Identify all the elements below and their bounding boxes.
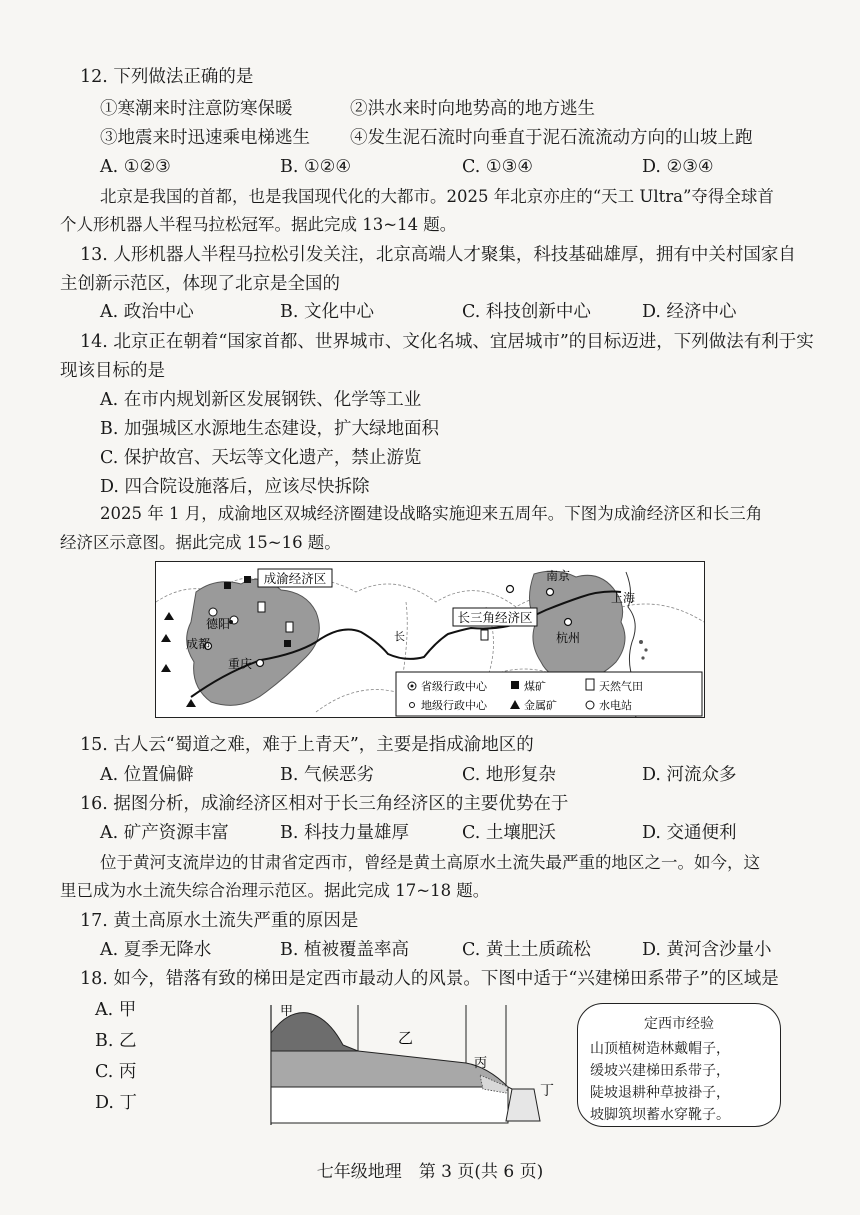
dingxi-experience-box	[577, 1003, 781, 1127]
q16-option-a: A. 矿产资源丰富	[100, 823, 229, 843]
q12-stem: 12. 下列做法正确的是	[80, 67, 254, 87]
intro17-line1: 位于黄河支流岸边的甘肃省定西市，曾经是黄土高原水土流失最严重的地区之一。如今，这	[100, 853, 760, 872]
q18-stem: 18. 如今，错落有致的梯田是定西市最动人的风景。下图中适于“兴建梯田系带子”的区域是	[80, 969, 779, 989]
loess-layer	[271, 1050, 508, 1087]
experience-line-4: 坡脚筑坝蓄水穿靴子。	[590, 1107, 730, 1123]
intro17-line2: 里已成为水土流失综合治理示范区。据此完成 17~18 题。	[60, 881, 490, 900]
experience-line-1: 山顶植树造林戴帽子，	[590, 1041, 730, 1057]
q18-option-c: C. 丙	[95, 1062, 137, 1082]
island	[641, 656, 644, 659]
chongqing-marker	[257, 660, 264, 667]
csj-region	[529, 571, 625, 678]
coal-mine-marker	[224, 582, 231, 589]
q15-option-d: D. 河流众多	[642, 765, 737, 785]
q17-option-d: D. 黄河含沙量小	[642, 940, 772, 960]
legend-gas-symbol	[586, 679, 594, 690]
legend-prefecture-label: 地级行政中心	[421, 699, 487, 712]
intro13-line2: 个人形机器人半程马拉松冠军。据此完成 13~14 题。	[60, 215, 457, 234]
q17-option-c: C. 黄土土质疏松	[462, 940, 591, 960]
q17-stem: 17. 黄土高原水土流失严重的原因是	[80, 911, 359, 931]
chengyu-label: 成渝经济区	[263, 571, 327, 586]
dam-edge	[508, 1087, 512, 1089]
gas-field-marker	[481, 630, 488, 640]
coal-mine-marker	[244, 576, 251, 583]
experience-line-3: 陡坡退耕种草披褂子，	[590, 1085, 730, 1101]
nanjing-marker	[547, 589, 554, 596]
bedrock-layer	[271, 1087, 508, 1123]
q12-option-d: D. ②③④	[642, 157, 714, 177]
city-label-nanjing: 南京	[546, 569, 571, 583]
legend-coal-symbol	[511, 681, 519, 689]
q16-stem: 16. 据图分析，成渝经济区相对于长三角经济区的主要优势在于	[80, 794, 569, 814]
q14-stem-1: 14. 北京正在朝着“国家首都、世界城市、文化名城、宜居城市”的目标迈进，下列做法有利于实	[80, 332, 814, 352]
gas-field-marker	[286, 622, 293, 632]
q14-option-a: A. 在市内规划新区发展钢铁、化学等工业	[100, 390, 422, 410]
q14-option-d: D. 四合院设施落后，应该尽快拆除	[100, 477, 370, 497]
legend-hydro-label: 水电站	[599, 699, 632, 712]
q16-option-c: C. 土壤肥沃	[462, 823, 556, 843]
city-label-chongqing: 重庆	[228, 657, 253, 671]
legend-province-dot	[411, 685, 414, 688]
q12-item-1: ①寒潮来时注意防寒保暖	[100, 99, 293, 119]
island	[639, 640, 643, 644]
dam	[506, 1089, 540, 1121]
map-svg	[156, 562, 704, 717]
metal-ore-marker	[161, 664, 171, 672]
city-label-shanghai: 上海	[611, 591, 636, 605]
q13-option-a: A. 政治中心	[100, 302, 194, 322]
intro15-line2: 经济区示意图。据此完成 15~16 题。	[60, 533, 341, 552]
zone-label-ding: 丁	[540, 1083, 554, 1099]
q12-option-b: B. ①②④	[280, 157, 352, 177]
q13-stem-2: 主创新示范区，体现了北京是全国的	[60, 274, 340, 294]
legend-province-label: 省级行政中心	[421, 680, 487, 693]
city-label-hangzhou: 杭州	[556, 631, 581, 645]
q16-option-d: D. 交通便利	[642, 823, 737, 843]
legend-coal-label: 煤矿	[524, 680, 546, 693]
island	[644, 648, 647, 651]
csj-label: 长三角经济区	[457, 610, 533, 625]
q15-option-a: A. 位置偏僻	[100, 765, 194, 785]
legend-hydro-symbol	[586, 701, 594, 709]
metal-ore-marker	[164, 612, 174, 620]
q13-stem-1: 13. 人形机器人半程马拉松引发关注，北京高端人才聚集，科技基础雄厚，拥有中关村国家自	[80, 245, 796, 265]
q12-item-3: ③地震来时迅速乘电梯逃生	[100, 128, 310, 148]
q13-option-d: D. 经济中心	[642, 302, 737, 322]
economic-zone-map	[155, 561, 705, 718]
zone-label-bing: 丙	[474, 1056, 488, 1071]
q18-option-d: D. 丁	[95, 1093, 138, 1113]
q15-stem: 15. 古人云“蜀道之难，难于上青天”，主要是指成渝地区的	[80, 735, 534, 755]
q12-option-c: C. ①③④	[462, 157, 533, 177]
q18-option-b: B. 乙	[95, 1031, 137, 1051]
q13-option-b: B. 文化中心	[280, 302, 374, 322]
q14-stem-2: 现该目标的是	[60, 361, 165, 381]
q17-option-b: B. 植被覆盖率高	[280, 940, 409, 960]
q14-option-c: C. 保护故宫、天坛等文化遗产，禁止游览	[100, 448, 422, 468]
intro13-line1: 北京是我国的首都，也是我国现代化的大都市。2025 年北京亦庄的“天工 Ultra”夺得全球首	[100, 187, 774, 206]
experience-line-2: 缓坡兴建梯田系带子，	[590, 1063, 730, 1079]
slope-diagram	[268, 1005, 558, 1125]
q15-option-b: B. 气候恶劣	[280, 765, 374, 785]
city-label-chengdu: 成都	[186, 637, 211, 651]
q12-item-4: ④发生泥石流时向垂直于泥石流流动方向的山坡上跑	[350, 128, 753, 148]
metal-ore-marker	[186, 699, 196, 707]
river-label: 长	[394, 630, 405, 643]
q16-option-b: B. 科技力量雄厚	[280, 823, 409, 843]
zone-label-jia: 甲	[280, 1005, 294, 1019]
gas-field-marker	[258, 602, 265, 612]
legend-prefecture-symbol	[410, 703, 415, 708]
hangzhou-marker	[565, 619, 572, 626]
q12-option-a: A. ①②③	[100, 157, 171, 177]
q13-option-c: C. 科技创新中心	[462, 302, 591, 322]
q18-option-a: A. 甲	[95, 1000, 137, 1020]
legend-gas-label: 天然气田	[599, 680, 643, 693]
intro15-line1: 2025 年 1 月，成渝地区双城经济圈建设战略实施迎来五周年。下图为成渝经济区和长三角	[100, 504, 763, 523]
legend-metal-label: 金属矿	[524, 699, 557, 712]
coal-mine-marker	[284, 640, 291, 647]
q17-option-a: A. 夏季无降水	[100, 940, 212, 960]
metal-ore-marker	[161, 634, 171, 642]
page-footer: 七年级地理 第 3 页(共 6 页)	[316, 1162, 544, 1182]
experience-title: 定西市经验	[644, 1016, 714, 1032]
slope-svg	[268, 1005, 558, 1125]
q14-option-b: B. 加强城区水源地生态建设，扩大绿地面积	[100, 419, 439, 439]
province-center-marker	[507, 586, 514, 593]
zone-label-yi: 乙	[398, 1029, 414, 1047]
city-label-deyang: 德阳	[206, 617, 231, 631]
hydro-station-marker	[209, 608, 217, 616]
q12-item-2: ②洪水来时向地势高的地方逃生	[350, 99, 595, 119]
q15-option-c: C. 地形复杂	[462, 765, 556, 785]
